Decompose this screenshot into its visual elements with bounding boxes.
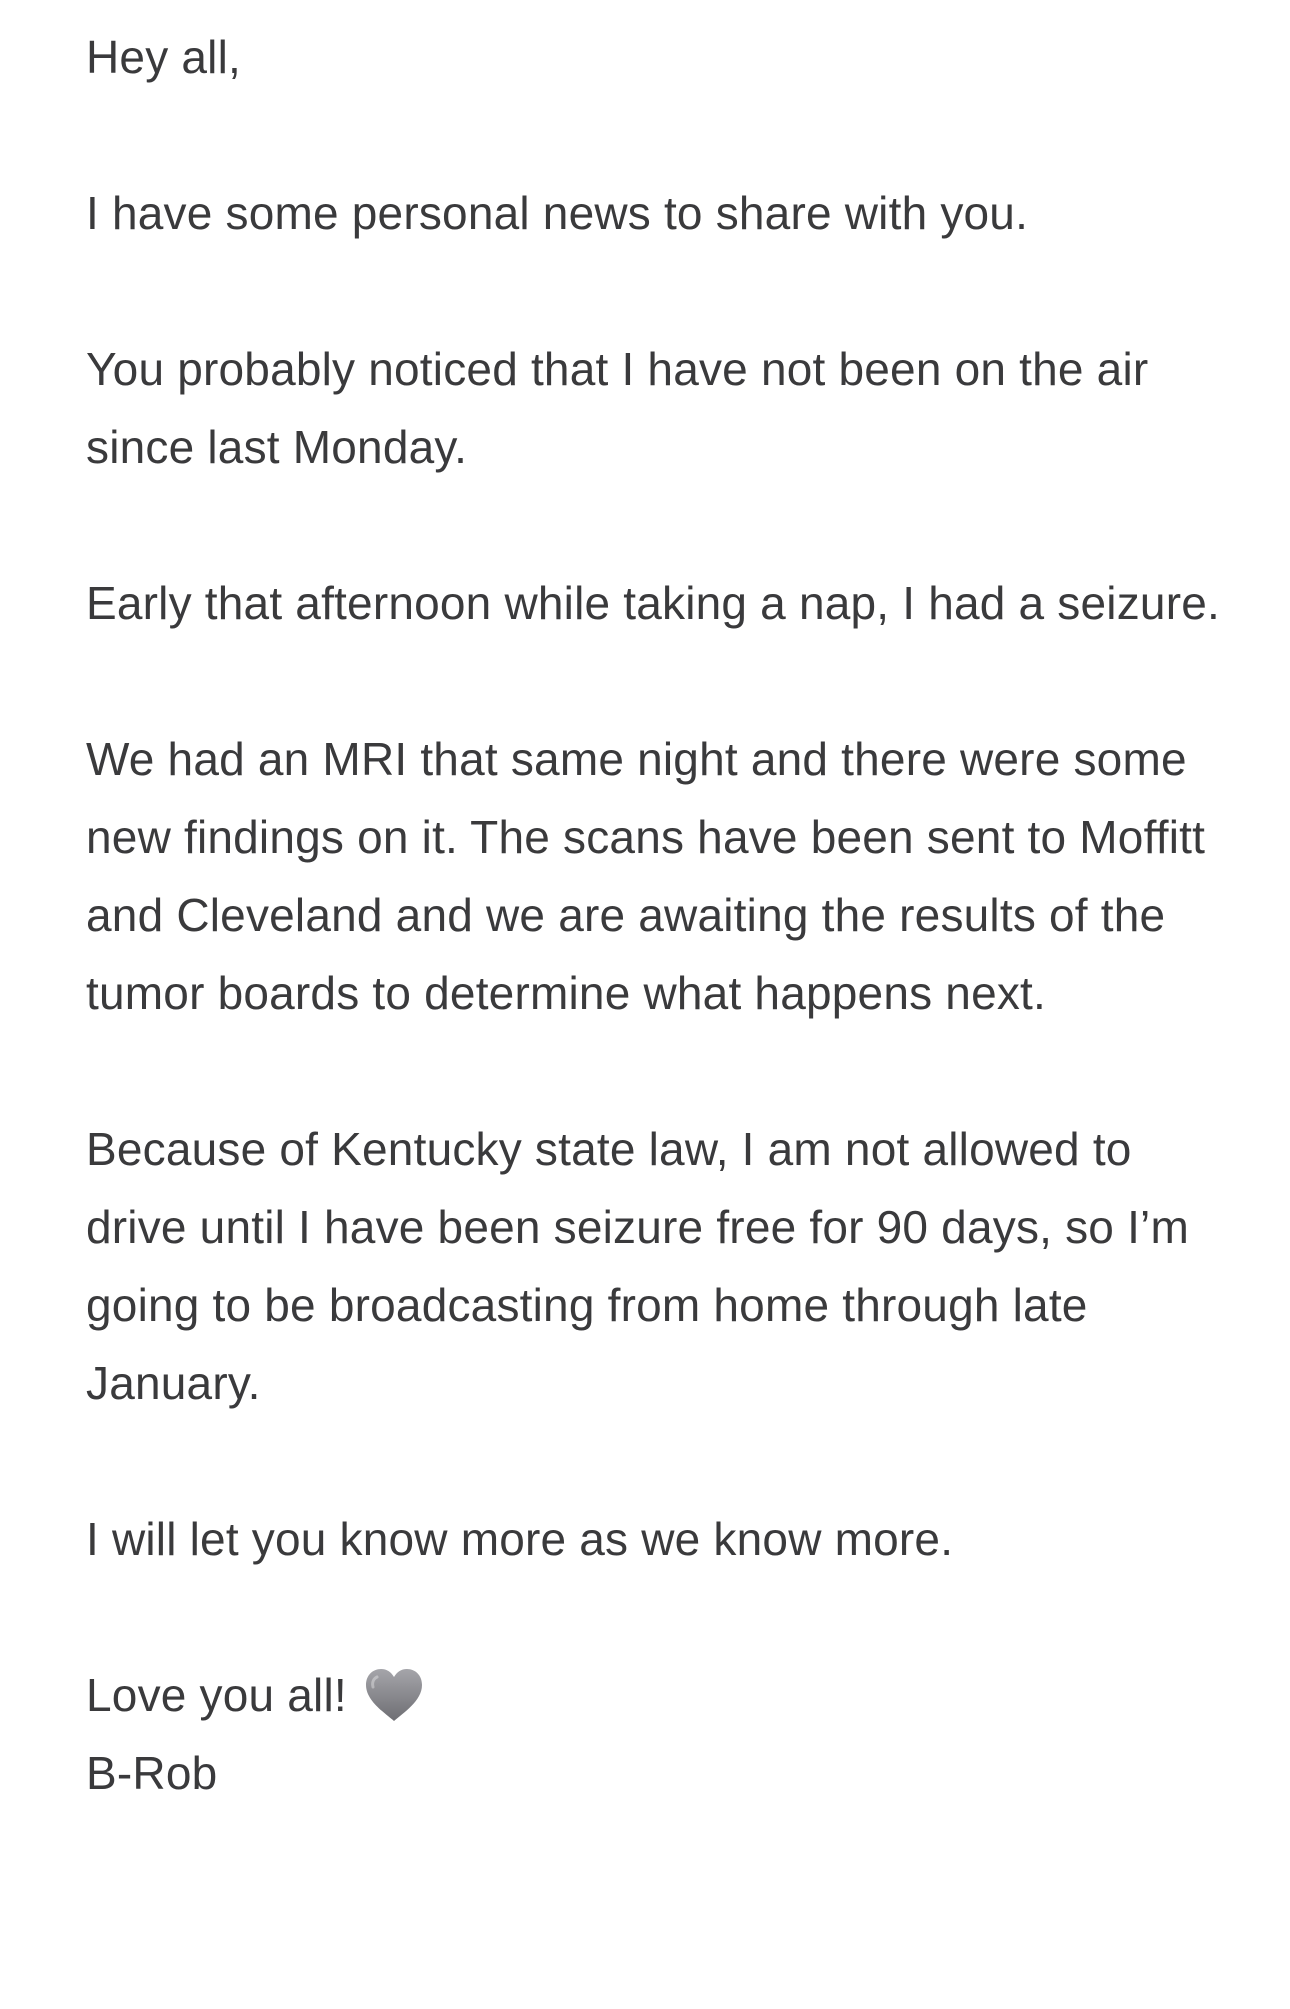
note-body — [86, 18, 1236, 1812]
closing-text: Love you all! — [86, 1669, 347, 1721]
paragraph-mri: We had an MRI that same night and there were some new findings on it. The scans have been sent to Moffitt and Cleveland and we are awaiting the results of the tumor boards to determine what happens next. — [86, 733, 1206, 1019]
paragraph-seizure: Early that afternoon while taking a nap, I had a seizure. — [86, 577, 1220, 629]
paragraph-not-on-air: You probably noticed that I have not been on the air since last Monday. — [86, 343, 1149, 473]
grey-heart-icon — [363, 1666, 425, 1724]
paragraph-kentucky-law: Because of Kentucky state law, I am not allowed to drive until I have been seizure free for 90 days, so I’m going to be broadcasting from home through late January. — [86, 1123, 1189, 1409]
greeting: Hey all, — [86, 31, 241, 83]
paragraph-updates: I will let you know more as we know more. — [86, 1513, 954, 1565]
paragraph-personal-news: I have some personal news to share with you. — [86, 187, 1029, 239]
signature: B-Rob — [86, 1747, 218, 1799]
closing-line — [86, 1656, 1236, 1734]
